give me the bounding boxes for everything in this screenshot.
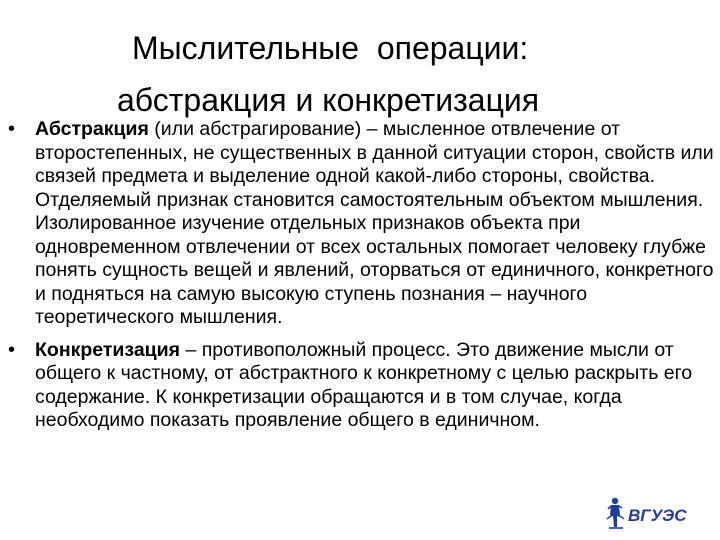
bullet-item-concretization xyxy=(8,339,714,433)
bullet-dot-icon: • xyxy=(8,118,16,140)
bullet-list xyxy=(8,118,714,442)
logo-wordmark: ВГУЭС xyxy=(628,506,687,525)
definition-concretization: – противоположный процесс. Это движение мысли от общего к частному, от абстрактного к конкретному с целью раскрыть его содержание. К конкретизации обращаются и в том случае, когда необходимо показать проявление общего в единичном. xyxy=(35,338,693,431)
slide-title xyxy=(0,22,720,126)
university-logo xyxy=(604,495,710,531)
bullet-item-abstraction xyxy=(8,118,714,330)
term-concretization: Конкретизация xyxy=(35,338,181,361)
title-line-2: абстракция и конкретизация xyxy=(117,82,540,118)
term-abstraction: Абстракция xyxy=(35,118,149,140)
bullet-dot-icon: • xyxy=(8,338,16,361)
logo-figure-icon xyxy=(607,498,624,528)
definition-abstraction: (или абстрагирование) – мысленное отвлечение от второстепенных, не существенных в данной ситуации сторон, свойств или связей предмета и выделение одной какой-либо стороны, свойства. Отделяемый признак становится самостоятельным объектом мышления. Изолированное изучение отдельных признаков объекта при одновременном отвлечении от всех остальных помогает человеку глубже понять сущность вещей и явлений, оторваться от единичного, конкретного и подняться на самую высокую ступень познания – научного теоретического мышления. xyxy=(35,118,714,328)
title-line-1: Мыслительные операции: xyxy=(132,30,529,66)
